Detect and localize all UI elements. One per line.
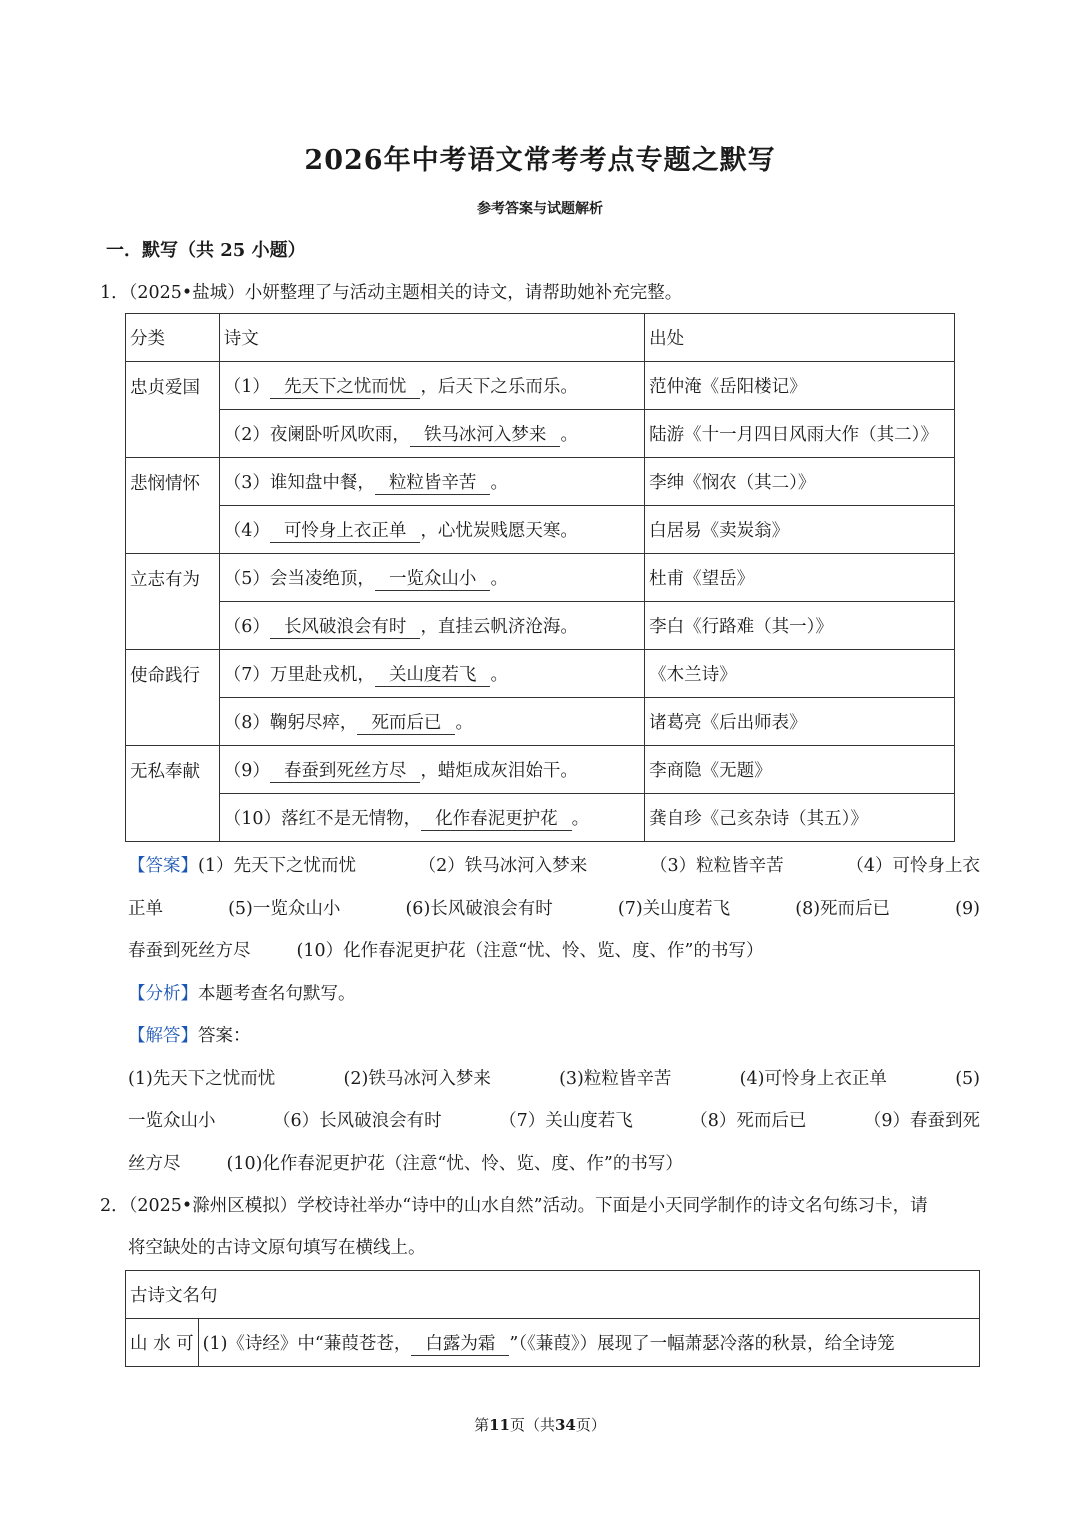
answer-block [128,845,980,1185]
category-cell: 无私奉献 [126,746,220,842]
answer-blank: 可怜身上衣正单 [270,520,421,543]
answer-blank: 长风破浪会有时 [270,616,421,639]
solution-tag: 【解答】 [128,1026,198,1046]
source-cell: 李绅《悯农（其二）》 [645,458,955,506]
source-cell: 龚自珍《己亥杂诗（其五）》 [645,794,955,842]
answer-line: 【答案】(1）先天下之忧而忧 （2）铁马冰河入梦来 （3）粒粒皆辛苦 （4）可怜身上衣 [128,856,980,876]
poem-cell: （2）夜阑卧听风吹雨， 铁马冰河入梦来 。 [219,410,644,458]
answer-line: 正单 (5)一览众山小 (6)长风破浪会有时 (7)关山度若飞 (8)死而后已 (9) [128,898,980,919]
answer-blank: 关山度若飞 [375,664,491,687]
poem-cell: （10）落红不是无情物， 化作春泥更护花 。 [219,794,644,842]
poem-cell: （9） 春蚕到死丝方尽 ，蜡炬成灰泪始干。 [219,746,644,794]
answer-blank: 白露为霜 [411,1333,509,1356]
category-cell: 悲悯情怀 [126,458,220,554]
solution-line: 【解答】 答案： [128,1015,980,1058]
header-poem: 诗文 [219,314,644,362]
answer-blank: 铁马冰河入梦来 [410,424,561,447]
answer-blank: 先天下之忧而忧 [270,376,421,399]
table-row [126,650,955,698]
answer-blank: 死而后已 [357,712,455,735]
header-famous-lines: 古诗文名句 [126,1271,980,1319]
category-cell: 山 水 可 [126,1319,199,1367]
table-row [126,506,955,554]
table-row [126,602,955,650]
answer-tag: 【答案】 [128,856,198,876]
source-cell: 李商隐《无题》 [645,746,955,794]
table-row [126,410,955,458]
answer-blank: 粒粒皆辛苦 [375,472,491,495]
analysis-line: 【分析】 本题考查名句默写。 [128,973,980,1016]
analysis-tag: 【分析】 [128,983,198,1004]
table-header-row [126,314,955,362]
source-cell: 范仲淹《岳阳楼记》 [645,362,955,410]
table-header-row [126,1271,980,1319]
table-row [126,698,955,746]
solution-line: (1)先天下之忧而忧 (2)铁马冰河入梦来 (3)粒粒皆辛苦 (4)可怜身上衣正单 (5) [128,1068,980,1089]
table-row [126,746,955,794]
question-1-stem: 1．（2025•盐城）小妍整理了与活动主题相关的诗文，请帮助她补充完整。 [100,283,683,303]
poem-cell: （3）谁知盘中餐， 粒粒皆辛苦 。 [219,458,644,506]
source-cell: 《木兰诗》 [645,650,955,698]
answer-line: 春蚕到死丝方尽 (10）化作春泥更护花（注意“忧、怜、览、度、作”的书写） [128,941,764,961]
table-row [126,1319,980,1367]
poem-cell: （4） 可怜身上衣正单 ，心忧炭贱愿天寒。 [219,506,644,554]
answer-blank: 春蚕到死丝方尽 [270,760,421,783]
table-row [126,554,955,602]
poem-cell: （5）会当凌绝顶， 一览众山小 。 [219,554,644,602]
page-title: 2026年中考语文常考考点专题之默写 [304,145,776,176]
source-cell: 白居易《卖炭翁》 [645,506,955,554]
category-cell: 立志有为 [126,554,220,650]
header-source: 出处 [645,314,955,362]
table-row [126,362,955,410]
answer-blank: 一览众山小 [375,568,491,591]
source-cell: 李白《行路难（其一）》 [645,602,955,650]
page-footer: 第11页（共34页） [474,1416,606,1434]
answer-blank: 化作春泥更护花 [421,808,572,831]
table-row [126,458,955,506]
page-total: 34 [555,1416,576,1434]
section-heading: 一．默写（共 25 小题） [106,240,306,261]
category-cell: 使命践行 [126,650,220,746]
category-cell: 忠贞爱国 [126,362,220,458]
poem-cell: （7）万里赴戎机， 关山度若飞 。 [219,650,644,698]
question-2-table [125,1270,980,1367]
source-cell: 诸葛亮《后出师表》 [645,698,955,746]
header-category: 分类 [126,314,220,362]
poem-cell: （6） 长风破浪会有时 ，直挂云帆济沧海。 [219,602,644,650]
question-2-stem: 2．（2025•滁州区模拟）学校诗社举办“诗中的山水自然”活动。下面是小天同学制作的诗文名句练习卡，请 将空缺处的古诗文原句填写在横线上。 [100,1196,928,1258]
solution-line: 一览众山小 （6）长风破浪会有时 （7）关山度若飞 （8）死而后已 （9）春蚕到死 [128,1111,980,1131]
page-number: 11 [489,1416,510,1434]
poem-cell: (1)《诗经》中“蒹葭苍苍， 白露为霜 ”（《蒹葭》）展现了一幅萧瑟冷落的秋景，给全诗笼 [198,1319,979,1367]
solution-line: 丝方尽 (10)化作春泥更护花（注意“忧、怜、览、度、作”的书写） [128,1153,683,1174]
table-row [126,794,955,842]
poem-cell: （8）鞠躬尽瘁， 死而后已 。 [219,698,644,746]
poem-cell: （1） 先天下之忧而忧 ，后天下之乐而乐。 [219,362,644,410]
question-1-table [125,313,955,842]
source-cell: 杜甫《望岳》 [645,554,955,602]
page-subtitle: 参考答案与试题解析 [477,201,603,217]
source-cell: 陆游《十一月四日风雨大作（其二）》 [645,410,955,458]
